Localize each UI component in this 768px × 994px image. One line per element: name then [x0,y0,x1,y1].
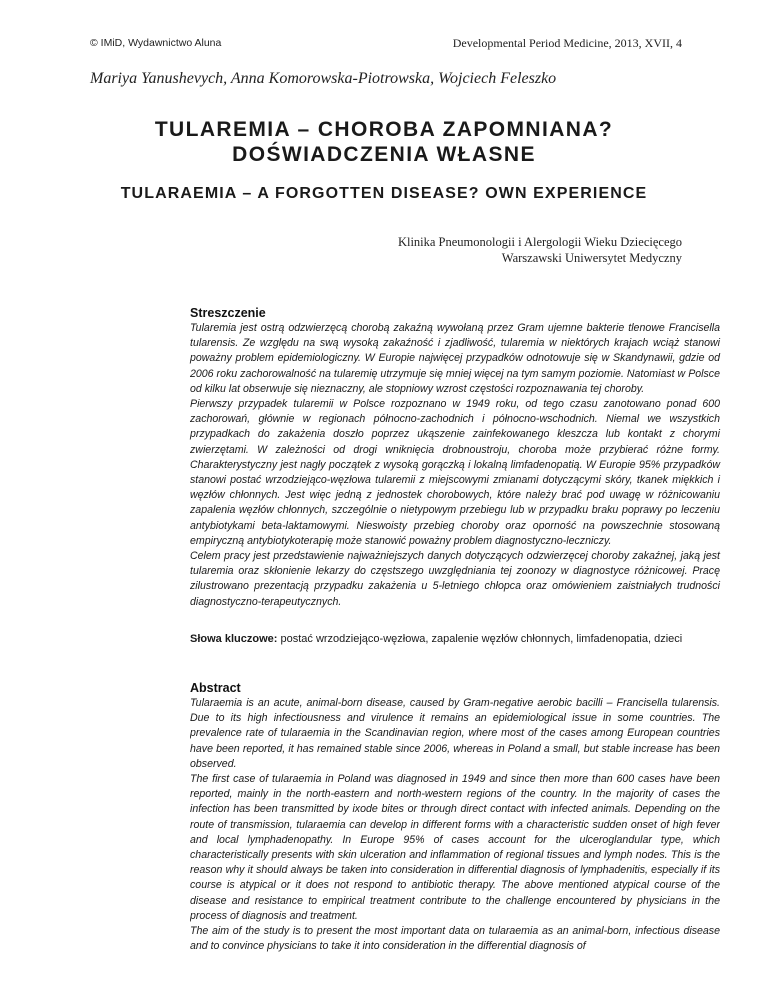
streszczenie-paragraph: Pierwszy przypadek tularemii w Polsce rozpoznano w 1949 roku, od tego czasu zanotowano ponad 600 zachorowań, głównie w regionach północno-zachodnich i północno-wschodnich. Niemal we wszystkich przypadkach do zakażenia doszło poprzez ukąszenie zainfekowanego kleszcza lub kontakt z chorymi zwierzętami. W zależności od drogi wniknięcia drobnoustroju, choroba może przybierać różne formy. Charakterystyczny jest nagły początek z wysoką gorączką i lokalną limfadenopatią. W Europie 95% przypadków stanowi postać wrzodziejąco-węzłowa tularemii z miejscowymi zmianami dotyczącymi skóry, tkanek miękkich i węzłów chłonnych. Jest więc jedną z jednostek chorobowych, które należy brać pod uwagę w różnicowaniu zapalenia węzłów chłonnych, szczególnie o nietypowym przebiegu lub w przypadku braku poprawy po leczeniu antybiotykami beta-laktamowymi. Nieswoisty przebieg choroby oraz oporność na powszechnie stosowaną empiryczną antybiotykoterapię może stanowić poważny problem diagnostyczno-leczniczy. [190,398,720,547]
abstract-paragraph: The aim of the study is to present the most important data on tularaemia as an animal-born, infectious disease and to convince physicians to take it into consideration in the differential diagnosis of [190,925,720,953]
title-english: TULARAEMIA – A FORGOTTEN DISEASE? OWN EXPERIENCE [120,185,648,202]
streszczenie-heading: Streszczenie [190,306,266,320]
abstract-paragraph: Tularaemia is an acute, animal-born disease, caused by Gram-negative aerobic bacilli – Francisella tularensis. Due to its high infectiousness and virulence it remains an epidemiological issue in some countries. The prevalence rate of tularaemia in the Scandinavian region, where most of the cases among European countries have been reported, it has remained stable since 2006, whereas in Poland a small, but stable increase has been observed. [190,697,720,770]
affiliation-university: Warszawski Uniwersytet Medyczny [501,251,682,265]
streszczenie-paragraph: Celem pracy jest przedstawienie najważniejszych danych dotyczących odzwierzęcej choroby zakaźnej, jaką jest tularemia oraz skłonienie lekarzy do częstszego uwzględniania tej zoonozy w diagnostyce różnicowej. Pracę zilustrowano prezentacją przypadku zakażenia u 5-letniego chłopca oraz omówieniem zaistniałych trudności diagnostyczno-terapeutycznych. [190,550,720,608]
streszczenie-paragraph: Tularemia jest ostrą odzwierzęcą chorobą zakaźną wywołaną przez Gram ujemne bakterie tlenowe Francisella tularensis. Ze względu na swą wysoką zakaźność i zjadliwość, tularemia w niektórych krajach wciąż stanowi poważny problem epidemiologiczny. W Europie najwięcej przypadków odnotowuje się w Skandynawii, gdzie od 2006 roku zachorowalność na tularemię utrzymuje się mniej więcej na tym samym poziomie. Natomiast w Polsce od kilku lat obserwuje się nieznaczny, ale stopniowy wzrost częstości rozpoznawania tej choroby. [190,322,720,395]
publisher-header: © IMiD, Wydawnictwo Aluna [90,37,222,49]
streszczenie-body [190,321,720,610]
affiliation-clinic: Klinika Pneumonologii i Alergologii Wieku Dziecięcego [397,235,682,249]
title-polish-line-1: TULAREMIA – CHOROBA ZAPOMNIANA? [154,118,614,141]
keywords-text: postać wrzodziejąco-węzłowa, zapalenie węzłów chłonnych, limfadenopatia, dzieci [280,633,683,645]
journal-header: Developmental Period Medicine, 2013, XVII, 4 [452,36,682,50]
abstract-body [190,696,720,992]
title-polish [0,117,768,167]
affiliation [398,234,682,266]
keywords-line [190,633,730,645]
keywords-label: Słowa kluczowe: [190,633,278,645]
abstract-paragraph: The first case of tularaemia in Poland was diagnosed in 1949 and since then more than 600 cases have been reported, mainly in the north-eastern and north-western regions of the country. In the majority of cases the infection has been transmitted by ixode bites or through direct contact with infected animals. Depending on the route of transmission, tularaemia can develop in different forms with a characteristic sudden onset of high fever and local lymphadenopathy. In Europe 95% of cases account for the ulceroglandular type, which characteristically presents with skin ulceration and inflammation of regional tissues and lymph nodes. This is the reason why it should always be taken into consideration in differential diagnosis of lymphadenitis, especially if its course is atypical or it does not respond to antibiotic therapy. The above mentioned atypical course of the disease and resistance to empirical treatment contribute to the challenge encountered by physicians in the process of diagnosis and treatment. [190,773,720,922]
author-list: Mariya Yanushevych, Anna Komorowska-Piotrowska, Wojciech Feleszko [90,70,557,87]
abstract-heading: Abstract [190,681,241,695]
title-polish-line-2: DOŚWIADCZENIA WŁASNE [232,143,536,166]
